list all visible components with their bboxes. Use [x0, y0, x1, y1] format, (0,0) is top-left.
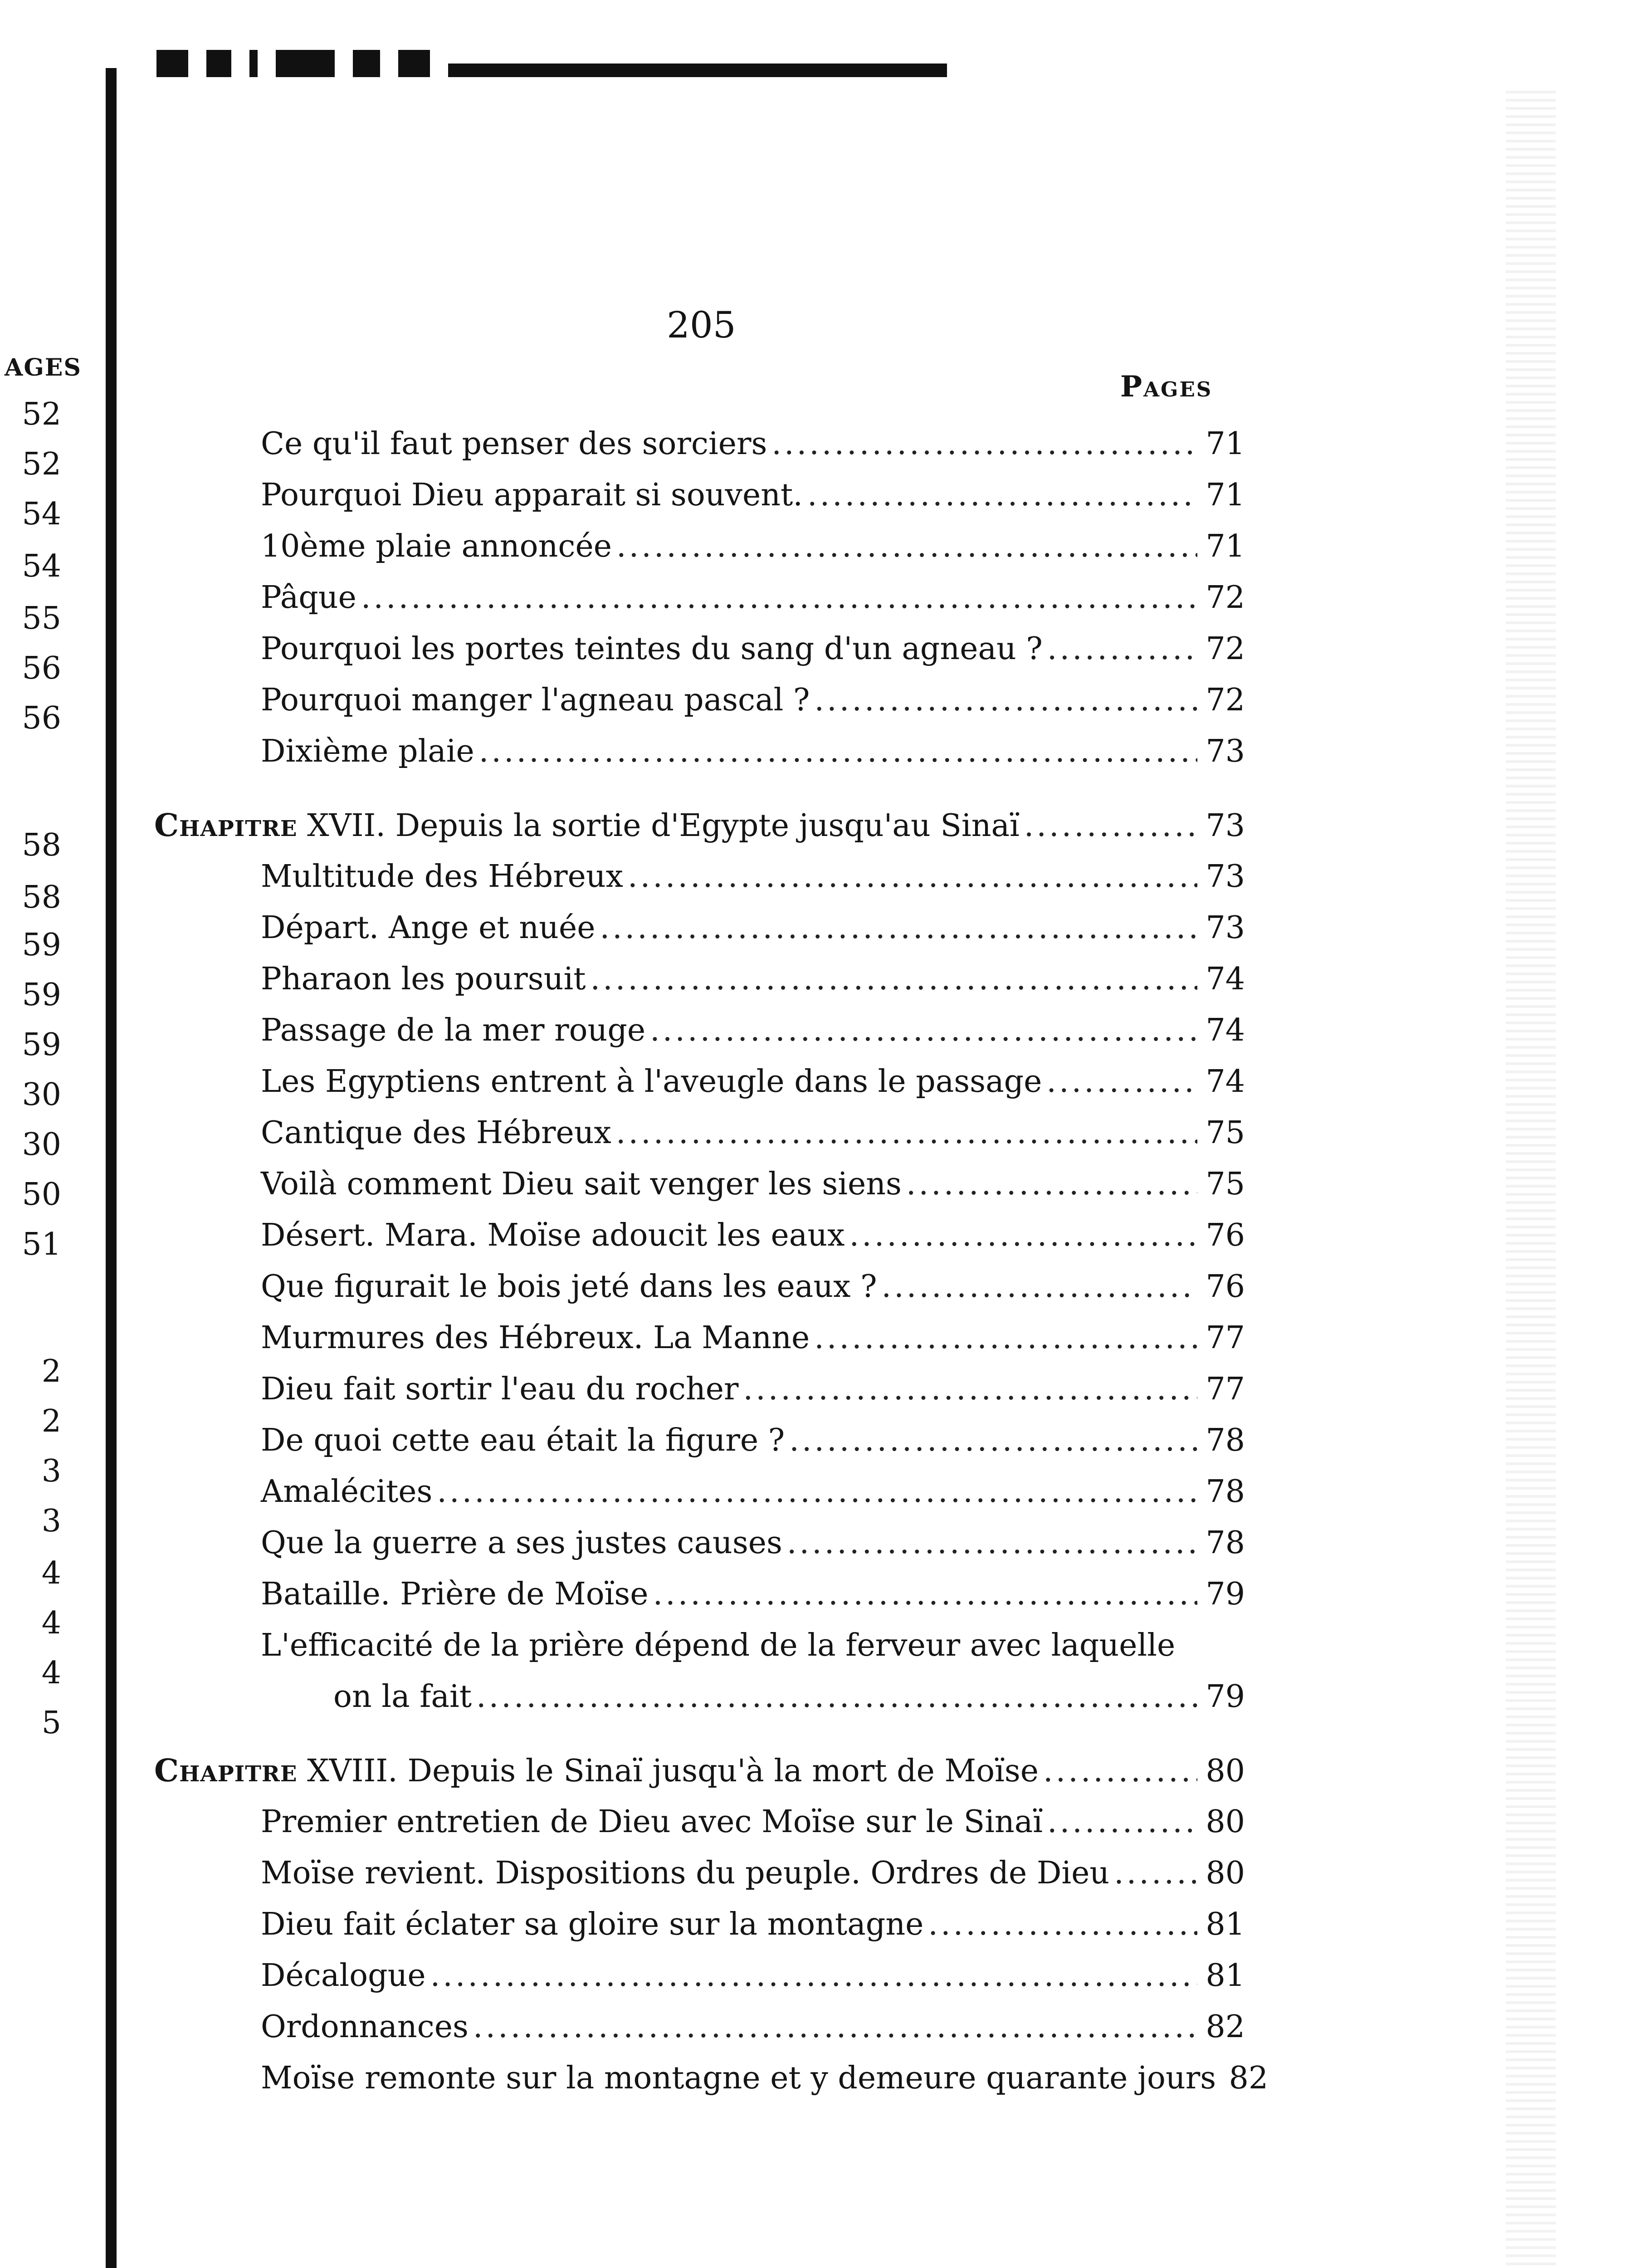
toc-entry-title: on la fait — [333, 1679, 472, 1715]
margin-page-number: 59 — [22, 977, 61, 1013]
leader-dots — [1043, 1756, 1197, 1787]
toc-entry-line1: L'efficacité de la prière dépend de la ferveur avec laquelle — [261, 1628, 1176, 1663]
toc-entry-page: 74 — [1206, 1064, 1245, 1100]
toc-entry-page: 73 — [1206, 910, 1245, 946]
leader-dots — [616, 1118, 1197, 1149]
toc-entry-title: Ordonnances — [261, 2009, 469, 2045]
leader-dots — [849, 1220, 1197, 1251]
toc-entry-page: 76 — [1206, 1269, 1245, 1305]
toc-entry-title — [154, 1755, 1039, 1787]
leader-dots — [591, 964, 1197, 995]
toc-chapter-heading — [154, 1755, 1245, 1787]
toc-entry — [261, 682, 1245, 718]
toc-entry — [261, 1474, 1245, 1510]
margin-page-number: 4 — [41, 1655, 61, 1691]
toc-entry-title: Murmures des Hébreux. La Manne — [261, 1320, 810, 1356]
toc-entry — [261, 861, 1245, 892]
margin-page-number: 4 — [41, 1555, 61, 1591]
margin-page-number: 51 — [22, 1227, 61, 1262]
toc-entry-title: Dixième plaie — [261, 733, 474, 769]
toc-entry-page: 81 — [1206, 1906, 1245, 1942]
toc-entry-page: 81 — [1206, 1958, 1245, 1994]
toc-chapter-heading — [154, 807, 1245, 844]
toc-entry — [333, 1679, 1245, 1715]
margin-page-number: 56 — [22, 650, 61, 686]
toc-entry — [261, 961, 1245, 997]
toc-entry-title: Moïse revient. Dispositions du peuple. Ordres de Dieu — [261, 1855, 1110, 1891]
scan-top-artifact — [156, 39, 947, 77]
margin-page-number: 30 — [22, 1127, 61, 1163]
toc-entry — [261, 1269, 1245, 1305]
toc-entry-title: De quoi cette eau était la figure ? — [261, 1422, 785, 1458]
toc-entry-page: 73 — [1206, 859, 1245, 894]
chapter-label: Chapitre — [154, 807, 298, 844]
margin-page-number: 3 — [41, 1453, 61, 1489]
margin-page-number: 4 — [41, 1605, 61, 1641]
leader-dots — [787, 1528, 1197, 1559]
toc-entry — [261, 1804, 1245, 1840]
leader-dots — [882, 1271, 1197, 1302]
toc-entry — [261, 426, 1245, 462]
toc-entry — [261, 733, 1245, 769]
toc-entry — [261, 1422, 1245, 1458]
chapter-number: XVII. — [297, 808, 395, 844]
toc-entry-title: Amalécites — [261, 1474, 433, 1510]
toc-entry-title: Pharaon les poursuit — [261, 961, 586, 997]
leader-dots — [906, 1169, 1197, 1200]
leader-dots — [1047, 1807, 1197, 1838]
margin-page-number: 56 — [22, 700, 61, 736]
margin-page-number: 5 — [41, 1705, 61, 1741]
toc-entry-page: 78 — [1206, 1422, 1245, 1458]
toc-entry-title: Voilà comment Dieu sait venger les siens — [261, 1166, 902, 1202]
toc-entry — [261, 910, 1245, 946]
toc-entry-page: 74 — [1206, 961, 1245, 997]
leader-dots — [430, 1960, 1197, 1991]
toc-entry-page: 79 — [1206, 1576, 1245, 1612]
chapter-title: Depuis le Sinaï jusqu'à la mort de Moïse — [407, 1753, 1039, 1789]
margin-page-number: 3 — [41, 1503, 61, 1539]
margin-page-number: 58 — [22, 827, 61, 863]
toc-entry-title: Pâque — [261, 580, 356, 616]
chapter-title: Depuis la sortie d'Egypte jusqu'au Sinaï — [395, 808, 1020, 844]
leader-dots — [616, 531, 1197, 562]
toc-entry-title: Pourquoi Dieu apparait si souvent. — [261, 477, 803, 513]
toc-entry-page: 72 — [1206, 580, 1245, 616]
leader-dots — [1047, 634, 1197, 665]
leader-dots — [361, 582, 1197, 613]
chapter-label: Chapitre — [154, 1753, 298, 1789]
leader-dots — [928, 1909, 1197, 1940]
toc-entry-title: Passage de la mer rouge — [261, 1012, 646, 1048]
margin-header: AGES — [5, 354, 82, 381]
toc-entry-title: Dieu fait éclater sa gloire sur la montagne — [261, 1906, 924, 1942]
toc-entry-title: Pourquoi les portes teintes du sang d'un agneau ? — [261, 631, 1043, 667]
toc-entry-page: 72 — [1206, 682, 1245, 718]
scan-right-edge-noise — [1506, 91, 1556, 2268]
leader-dots — [479, 736, 1197, 767]
toc-entry-title: Départ. Ange et nuée — [261, 910, 596, 946]
leader-dots — [1114, 1858, 1197, 1889]
toc-entry-title: Bataille. Prière de Moïse — [261, 1576, 649, 1612]
margin-page-number: 2 — [41, 1403, 61, 1439]
pages-column-header: Pages — [1120, 370, 1213, 404]
toc-entry-title: Cantique des Hébreux — [261, 1115, 611, 1151]
toc-entry — [261, 631, 1245, 667]
margin-page-number: 50 — [22, 1177, 61, 1212]
leader-dots — [771, 429, 1197, 459]
toc-entry-title: Décalogue — [261, 1958, 426, 1994]
page-number: 205 — [667, 304, 736, 346]
toc-entry — [261, 1166, 1245, 1202]
leader-dots — [437, 1476, 1197, 1507]
leader-dots — [650, 1015, 1197, 1046]
margin-page-number: 52 — [22, 446, 61, 482]
toc-entry-page: 78 — [1206, 1474, 1245, 1510]
margin-page-number: 52 — [22, 396, 61, 432]
toc-entry-page: 71 — [1206, 477, 1245, 513]
toc-entry-page: 80 — [1206, 1804, 1245, 1840]
leader-dots — [807, 480, 1197, 511]
toc-entry-page: 79 — [1206, 1679, 1245, 1715]
leader-dots — [600, 913, 1197, 943]
leader-dots — [1024, 811, 1197, 841]
toc-entry-page: 82 — [1229, 2060, 1269, 2096]
chapter-number: XVIII. — [297, 1753, 408, 1789]
toc-entry-page: 82 — [1206, 2009, 1245, 2045]
leader-dots — [789, 1425, 1197, 1456]
toc-entry — [261, 1855, 1245, 1891]
toc-entry-title: Multitude des Hébreux — [261, 859, 623, 894]
leader-dots — [653, 1579, 1197, 1610]
toc-entry-page: 71 — [1206, 528, 1245, 564]
toc-entry — [261, 1217, 1245, 1253]
toc-entry — [261, 1115, 1245, 1151]
toc-entry-page: 74 — [1206, 1012, 1245, 1048]
toc-entry-page: 80 — [1206, 1855, 1245, 1891]
toc-entry-page: 72 — [1206, 631, 1245, 667]
leader-dots — [473, 2012, 1197, 2043]
toc-entry-page: 71 — [1206, 426, 1245, 462]
leader-dots — [1046, 1066, 1197, 1097]
leader-dots — [814, 1323, 1197, 1354]
margin-page-number: 30 — [22, 1077, 61, 1113]
toc-entry-title: Dieu fait sortir l'eau du rocher — [261, 1371, 739, 1407]
toc-entry — [261, 2060, 1269, 2096]
toc-entry — [261, 1576, 1245, 1612]
toc-entry-title: Désert. Mara. Moïse adoucit les eaux — [261, 1217, 845, 1253]
margin-page-number: 55 — [22, 601, 61, 636]
toc-entry-title: Que figurait le bois jeté dans les eaux ? — [261, 1269, 877, 1305]
toc-entry-page: 77 — [1206, 1371, 1245, 1407]
toc-entry-title: Les Egyptiens entrent à l'aveugle dans le passage — [261, 1064, 1042, 1100]
toc-entry — [261, 1906, 1245, 1942]
toc-entry-page: 75 — [1206, 1115, 1245, 1151]
leader-dots — [815, 685, 1198, 716]
toc-entry-title: Ce qu'il faut penser des sorciers — [261, 426, 767, 462]
toc-entry-title: Pourquoi manger l'agneau pascal ? — [261, 682, 810, 718]
margin-page-number: 58 — [22, 880, 61, 915]
leader-dots — [743, 1374, 1197, 1405]
toc-entry — [261, 1012, 1245, 1048]
toc-entry-page: 73 — [1206, 733, 1245, 769]
toc-entry-title — [154, 807, 1020, 844]
margin-page-number: 2 — [41, 1354, 61, 1389]
toc-entry-page: 80 — [1206, 1753, 1245, 1789]
toc-entry-page: 78 — [1206, 1525, 1245, 1561]
binding-edge — [106, 68, 117, 2268]
toc-entry — [261, 580, 1245, 616]
toc-entry-page: 76 — [1206, 1217, 1245, 1253]
margin-page-number: 54 — [22, 548, 61, 584]
toc-entry — [261, 1064, 1245, 1100]
toc-entry — [261, 2009, 1245, 2045]
leader-dots — [628, 861, 1197, 892]
toc-entry — [261, 528, 1245, 564]
toc-entry-title: Moïse remonte sur la montagne et y demeure quarante jours — [261, 2060, 1216, 2096]
toc-entry — [261, 1320, 1245, 1356]
toc-entry-title: Premier entretien de Dieu avec Moïse sur le Sinaï — [261, 1804, 1043, 1840]
margin-page-number: 59 — [22, 927, 61, 963]
toc-entry-title: 10ème plaie annoncée — [261, 528, 612, 564]
toc-entry — [261, 1525, 1245, 1561]
toc-entry-page: 75 — [1206, 1166, 1245, 1202]
toc-entry-page: 77 — [1206, 1320, 1245, 1356]
margin-page-number: 54 — [22, 496, 61, 532]
toc-entry — [261, 1371, 1245, 1407]
leader-dots — [476, 1681, 1197, 1712]
toc-entry-page: 73 — [1206, 808, 1245, 844]
toc-entry — [261, 477, 1245, 513]
toc-entry — [261, 1958, 1245, 1994]
toc-entry-title: Que la guerre a ses justes causes — [261, 1525, 782, 1561]
margin-page-number: 59 — [22, 1027, 61, 1063]
